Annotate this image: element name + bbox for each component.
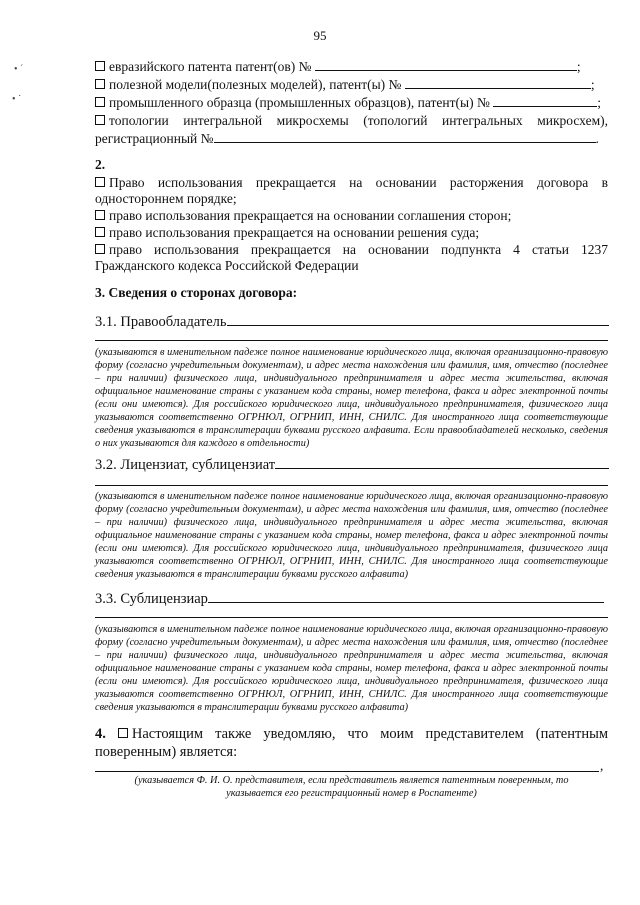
margin-mark: • ˊ xyxy=(14,64,24,75)
section2-number: 2. xyxy=(95,157,106,172)
unilateral-label: Право использования прекращается на основании расторжения договора в xyxy=(109,175,608,190)
rightholder-field-line2[interactable] xyxy=(95,340,608,341)
industrial-label: промышленного образца (промышленных образцов), патент(ы) № xyxy=(109,95,490,110)
article-label: право использования прекращается на основании подпункта 4 статьи 1237 xyxy=(109,242,608,257)
agreement-label: право использования прекращается на основании соглашения сторон; xyxy=(109,208,512,223)
topology-row xyxy=(95,112,608,129)
topology-label: топологии интегральной микросхемы (топологий интегральных микросхем), xyxy=(109,113,608,128)
topology-reg-field[interactable] xyxy=(214,131,596,143)
licensee-field-line2[interactable] xyxy=(95,485,608,486)
topology-checkbox[interactable] xyxy=(95,115,105,125)
article-checkbox[interactable] xyxy=(95,244,105,254)
licensee-row xyxy=(95,457,608,474)
eurasian-number-field[interactable] xyxy=(315,59,577,71)
utility-checkbox[interactable] xyxy=(95,79,105,89)
representative-checkbox[interactable] xyxy=(118,728,128,738)
representative-note-2: указывается его регистрационный номер в Роспатенте) xyxy=(226,788,477,799)
industrial-number-field[interactable] xyxy=(493,95,597,107)
end-mark: ; xyxy=(597,95,601,110)
court-label: право использования прекращается на основании решения суда; xyxy=(109,225,480,240)
sublicensor-row xyxy=(95,591,608,608)
agreement-checkbox[interactable] xyxy=(95,210,105,220)
utility-patent-row xyxy=(95,76,608,93)
sublicensor-label: 3.3. Сублицензиар xyxy=(95,591,208,607)
option-unilateral-cont: одностороннем порядке; xyxy=(95,191,237,206)
representative-row xyxy=(95,726,608,743)
option-article-cont: Гражданского кодекса Российской Федерации xyxy=(95,258,359,273)
end-mark: ; xyxy=(576,59,581,74)
end-mark: , xyxy=(600,758,604,773)
utility-label: полезной модели(полезных моделей), патент(ы) № xyxy=(109,77,402,92)
option-court xyxy=(95,224,608,241)
representative-note-1: (указывается Ф. И. О. представителя, если представитель является патентным поверенным, то xyxy=(134,775,569,786)
sublicensor-note: (указываются в именительном падеже полное наименование юридического лица, включая организационно-правовую форму (согласно учредительным документам), и адрес места нахождения или фамилия, имя, отчество (последнее – при наличии) физического лица, индивидуального предпринимателя и адрес места жительства, включая официальное наименование страны с указанием кода страны, номер телефона, факса и адрес электронной почты (если они имеются). Для российского юридического лица, индивидуального предпринимателя, физического лица указываются соответственно ОГРНЮЛ, ОГРНИП, ИНН, СНИЛС. Для иностранного лица соответствующие сведения указываются в транслитерации буквами русского алфавита) xyxy=(95,624,608,713)
industrial-checkbox[interactable] xyxy=(95,97,105,107)
rightholder-label: 3.1. Правообладатель xyxy=(95,314,227,330)
section4-number: 4. xyxy=(95,726,106,742)
utility-number-field[interactable] xyxy=(405,77,591,89)
licensee-field[interactable] xyxy=(275,457,609,469)
option-unilateral xyxy=(95,174,608,191)
margin-mark: • ˙ xyxy=(12,94,22,105)
licensee-note: (указываются в именительном падеже полное наименование юридического лица, включая организационно-правовую форму (согласно учредительным документам), и адрес места нахождения или фамилия, имя, отчество (последнее – при наличии) физического лица, индивидуального предпринимателя и адрес места жительства, включая официальное наименование страны с указанием кода страны, номер телефона, факса и адрес электронной почты (если они имеются). Для российского юридического лица, индивидуального предпринимателя, физического лица указываются соответственно ОГРНЮЛ, ОГРНИП, ИНН, СНИЛС. Для иностранного лица соответствующие сведения указываются в транслитерации буквами русского алфавита) xyxy=(95,491,608,580)
end-mark: ; xyxy=(590,77,595,92)
option-agreement xyxy=(95,207,608,224)
sublicensor-field-line2[interactable] xyxy=(95,617,608,618)
topology-reg-row xyxy=(95,130,608,147)
end-mark: . xyxy=(595,131,599,146)
topology-reg-label: регистрационный № xyxy=(95,131,214,146)
page-number: 95 xyxy=(313,28,327,43)
option-article xyxy=(95,241,608,258)
unilateral-checkbox[interactable] xyxy=(95,177,105,187)
eurasian-patent-row xyxy=(95,58,608,75)
rightholder-note: (указываются в именительном падеже полное наименование юридического лица, включая организационно-правовую форму (согласно учредительным документам), и адрес места нахождения или фамилия, имя, отчество (последнее – при наличии) физического лица, индивидуального предпринимателя и адрес места жительства, включая официальное наименование страны с указанием кода страны, номер телефона, факса и адрес электронной почты (если они имеются). Для российского юридического лица, индивидуального предпринимателя, физического лица указываются соответственно ОГРНЮЛ, ОГРНИП, ИНН, СНИЛС. Для иностранного лица соответствующие сведения указываются в транслитерации буквами русского алфавита. Если правообладателей несколько, сведения о них указываются для каждого в отдельности) xyxy=(95,347,608,449)
rightholder-row xyxy=(95,314,608,331)
representative-field[interactable] xyxy=(95,771,599,772)
representative-cont: поверенным) является: xyxy=(95,744,238,760)
industrial-patent-row xyxy=(95,94,608,111)
section3-title: 3. Сведения о сторонах договора: xyxy=(95,285,298,300)
eurasian-checkbox[interactable] xyxy=(95,61,105,71)
rightholder-field[interactable] xyxy=(227,314,609,326)
court-checkbox[interactable] xyxy=(95,227,105,237)
sublicensor-field[interactable] xyxy=(208,591,604,603)
eurasian-label: евразийского патента патент(ов) № xyxy=(109,59,312,74)
representative-label: Настоящим также уведомляю, что моим представителем (патентным xyxy=(131,726,608,742)
licensee-label: 3.2. Лицензиат, сублицензиат xyxy=(95,457,276,473)
